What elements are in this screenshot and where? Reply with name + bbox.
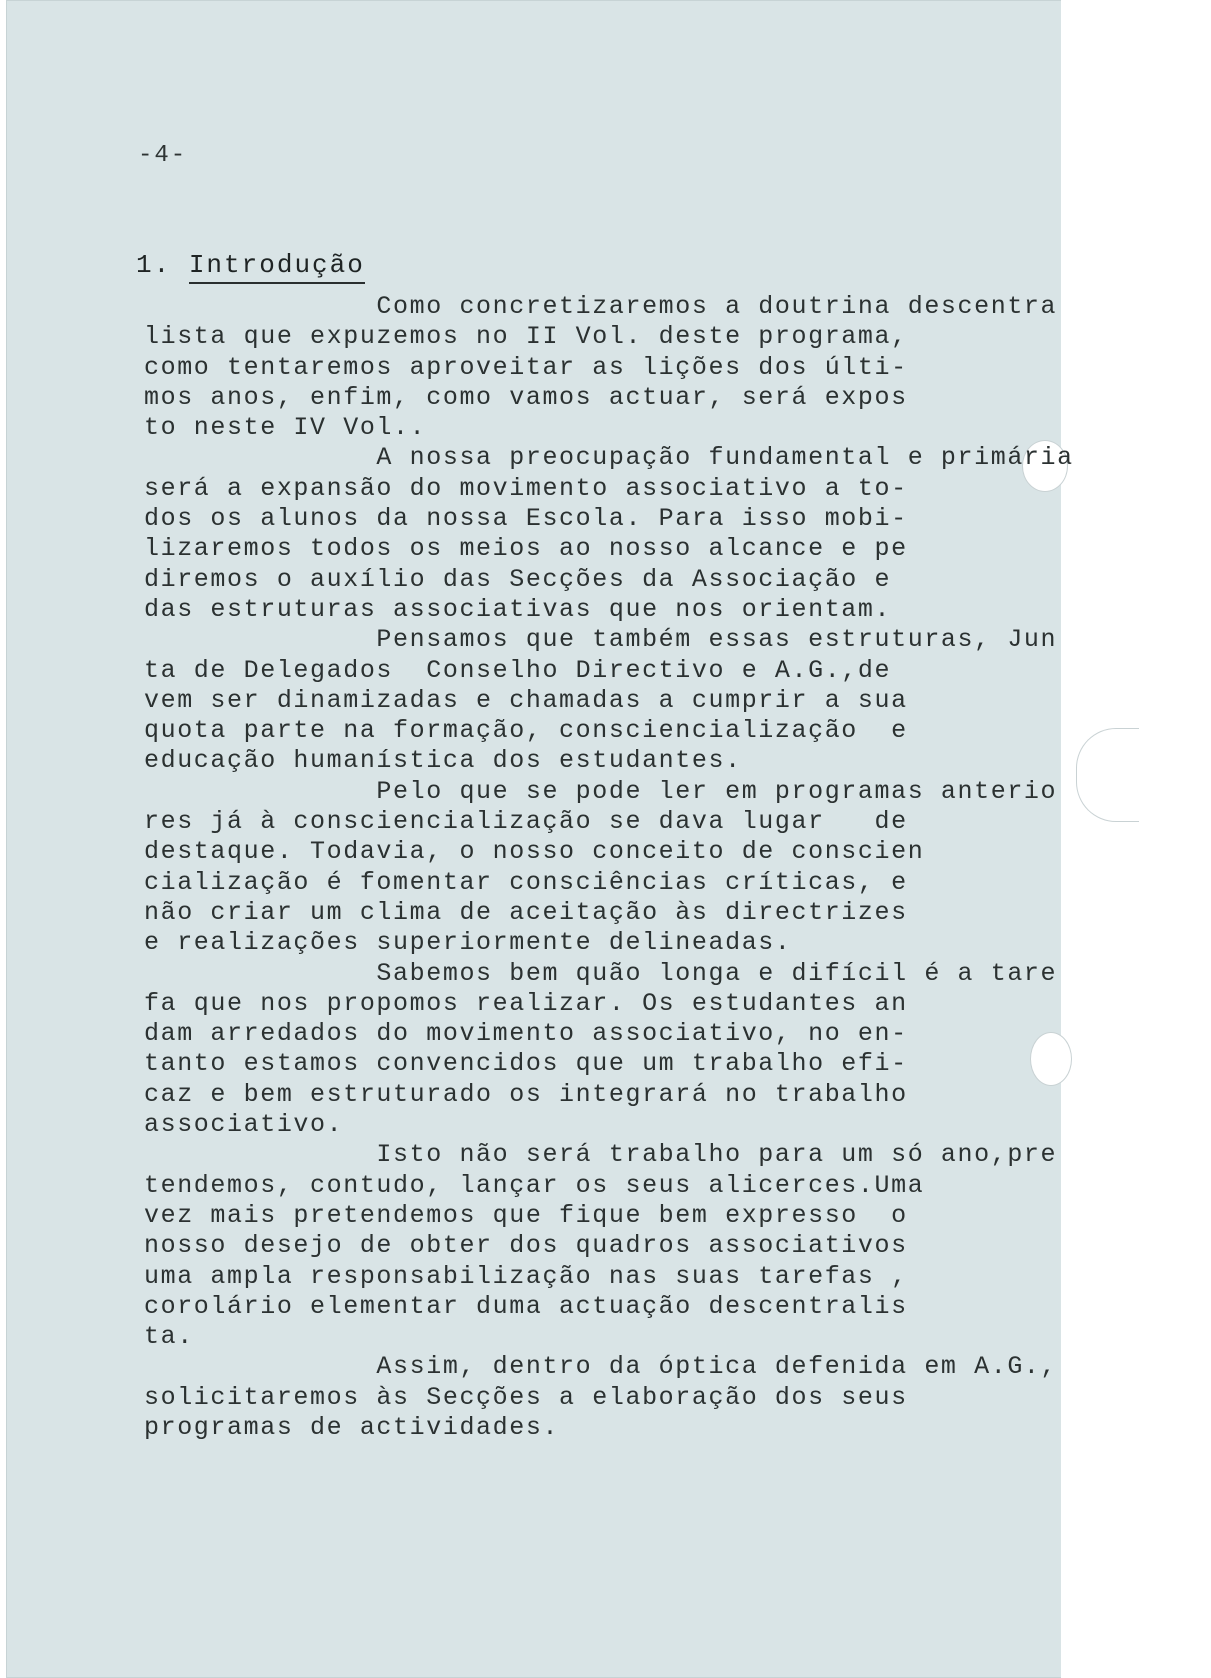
text-line: solicitaremos às Secções a elaboração dos seus [144, 1382, 908, 1412]
text-line: programas de actividades. [144, 1412, 560, 1442]
text-line: res já à consciencialização se dava lugar de [144, 807, 908, 837]
text-line: corolário elementar duma actuação descentralis [144, 1291, 908, 1321]
text-line: dam arredados do movimento associativo, no en- [144, 1019, 908, 1049]
text-line: uma ampla responsabilização nas suas tarefas , [144, 1261, 908, 1291]
text-line: mos anos, enfim, como vamos actuar, será expos [144, 382, 908, 412]
text-line: caz e bem estruturado os integrará no trabalho [144, 1079, 908, 1109]
text-line: diremos o auxílio das Secções da Associação e [144, 564, 892, 594]
text-line: cialização é fomentar consciências críticas, e [144, 867, 908, 897]
body-text [144, 292, 1084, 1443]
text-line: fa que nos propomos realizar. Os estudantes an [144, 988, 908, 1018]
text-line: associativo. [144, 1110, 344, 1140]
section-number: 1. [136, 250, 172, 280]
text-line: Pelo que se pode ler em programas anterio [144, 776, 1058, 806]
text-line: tanto estamos convencidos que um trabalho efi- [144, 1049, 908, 1079]
text-line: não criar um clima de aceitação às directrizes [144, 897, 908, 927]
text-line: Pensamos que também essas estruturas, Jun [144, 625, 1058, 655]
text-line: nosso desejo de obter dos quadros associativos [144, 1231, 908, 1261]
text-line: educação humanística dos estudantes. [144, 746, 742, 776]
section-heading [136, 250, 365, 280]
text-line: ta de Delegados Conselho Directivo e A.G.,de [144, 655, 892, 685]
text-line: vem ser dinamizadas e chamadas a cumprir a sua [144, 685, 908, 715]
text-line: lizaremos todos os meios ao nosso alcance e pe [144, 534, 908, 564]
text-line: Como concretizaremos a doutrina descentra [144, 292, 1058, 321]
text-line: e realizações superiormente delineadas. [144, 928, 792, 958]
text-line: como tentaremos aproveitar as lições dos últi- [144, 352, 908, 382]
page-number: -4- [138, 142, 188, 169]
text-line: vez mais pretendemos que fique bem expresso o [144, 1200, 908, 1230]
text-line: dos os alunos da nossa Escola. Para isso mobi- [144, 504, 908, 534]
text-line: Assim, dentro da óptica defenida em A.G., [144, 1352, 1058, 1382]
text-line: das estruturas associativas que nos orientam. [144, 594, 892, 624]
text-line: quota parte na formação, consciencialização e [144, 716, 908, 746]
text-line: to neste IV Vol.. [144, 413, 427, 443]
text-line: Isto não será trabalho para um só ano,pre [144, 1140, 1058, 1170]
text-line: será a expansão do movimento associativo a to- [144, 473, 908, 503]
text-line: lista que expuzemos no II Vol. deste programa, [144, 322, 908, 352]
section-title: Introdução [189, 250, 365, 284]
document-page [6, 0, 1136, 1678]
text-line: Sabemos bem quão longa e difícil é a tare [144, 958, 1058, 988]
text-line: A nossa preocupação fundamental e primária [144, 443, 1074, 473]
text-line: tendemos, contudo, lançar os seus alicerces.Uma [144, 1170, 925, 1200]
text-line: ta. [144, 1322, 194, 1352]
text-line: destaque. Todavia, o nosso conceito de conscien [144, 837, 925, 867]
binder-notch [1076, 728, 1139, 822]
